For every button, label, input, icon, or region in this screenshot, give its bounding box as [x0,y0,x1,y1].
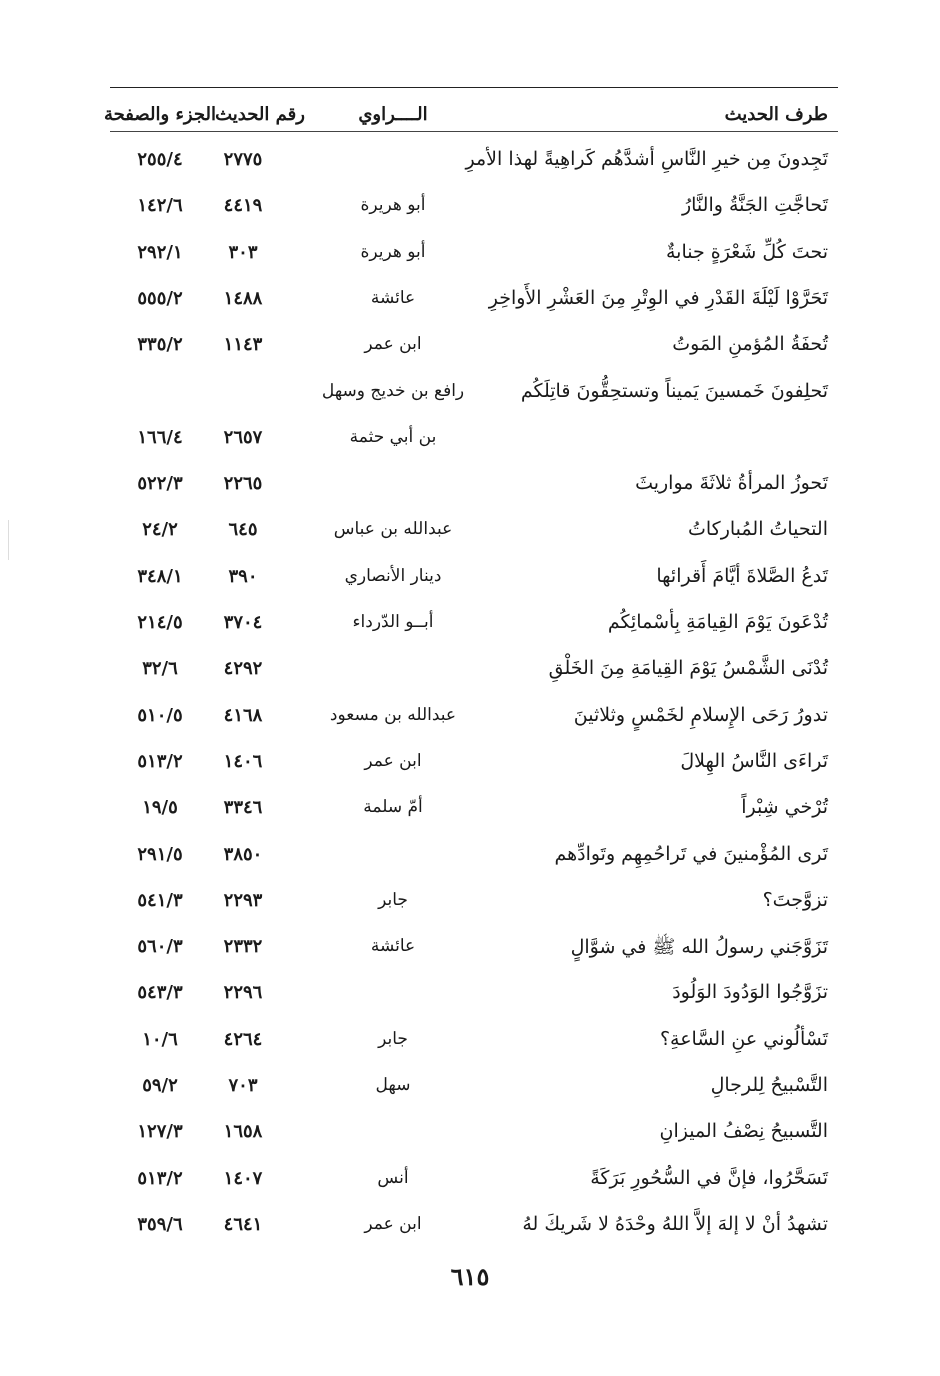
table-row [0,233,940,273]
table-row [0,186,940,226]
volume-page-cell: ٣٣٥/٢ [137,334,183,356]
volume-page-cell: ٥١٣/٢ [137,750,183,772]
volume-page-cell: ٣٥٩/٦ [137,1213,183,1235]
table-row [0,372,940,412]
hadith-text: تَحوزُ المرأةُ ثلاثَةَ مواريثَ [635,472,828,495]
hadith-number-cell: ١٤٠٦ [223,750,263,772]
hadith-number-cell: ١٤٨٨ [223,287,263,309]
hadith-number-cell: ٦٤٥ [228,519,258,541]
narrator-cell: أبــو الدّرداء [352,612,434,632]
hadith-number-cell: ٣٩٠ [228,565,258,587]
table-row [0,279,940,319]
narrator-cell: سهل [375,1075,411,1095]
narrator-cell: عبدالله بن مسعود [329,704,457,725]
volume-page-cell: ١٩/٥ [142,797,178,819]
volume-page-cell: ١٢٧/٣ [137,1121,183,1143]
hadith-number-cell: ٤٦٤١ [223,1213,263,1235]
hadith-number-cell: ١٦٥٨ [223,1121,263,1143]
narrator-cell: ابن عمر [364,750,422,771]
table-row [0,140,940,180]
narrator-cell: رافع بن خديج وسهل [321,380,465,401]
header-rawi: الــــراوي [358,104,428,125]
table-row [0,649,940,689]
hadith-text: تُحفَةُ المُؤمنِ المَوتُ [672,333,828,356]
table-row [0,742,940,782]
narrator-cell: عبدالله بن عباس [333,519,453,540]
table-row [0,1205,940,1245]
volume-page-cell: ٢٩١/٥ [137,843,183,865]
volume-page-cell: ٥٩/٢ [142,1075,178,1096]
table-row [0,418,940,458]
hadith-text: تزوَّجتَ؟ [762,888,828,911]
hadith-text: تَحلِفونَ خَمسينَ يَميناً وتستحِقُّونَ قاتِلَكُم [520,379,828,402]
hadith-text: تَسْألُوني عنِ السَّاعةِ؟ [659,1027,828,1050]
hadith-text: تَجِدونَ مِن خيرِ النَّاسِ أشدَّهُم كَراهِيةً لهذا الأمرِ [465,148,828,170]
hadith-number-cell: ٤٤١٩ [223,195,263,217]
header-page: الجزء والصفحة [104,104,216,125]
hadith-text: التَّسبيحُ نِصْفُ الميزانِ [659,1120,828,1143]
volume-page-cell: ٢٥٥/٤ [137,149,183,170]
table-row [0,1159,940,1199]
hadith-number-cell: ٣٨٥٠ [223,843,263,865]
table-row [0,325,940,365]
hadith-text: التحياتُ المُباركاتُ [688,518,828,541]
hadith-number-cell: ٤٢٩٢ [223,658,263,680]
hadith-text: تدورُ رَحَى الإِسلامِ لخَمْسٍ وثلاثينَ [573,703,828,726]
volume-page-cell: ٢١٤/٥ [137,612,183,633]
hadith-text: تُدْعَونَ يَوْمَ القِيامَةِ بِأسْمائِكُم [607,611,828,633]
table-row [0,464,940,504]
table-row [0,788,940,828]
hadith-number-cell: ٧٠٣ [228,1075,258,1096]
volume-page-cell: ٥١٣/٢ [137,1167,183,1189]
table-row [0,510,940,550]
volume-page-cell: ١٠/٦ [142,1028,178,1050]
table-row [0,696,940,736]
hadith-text: تَحاجَّتِ الجَنَّةُ والنَّارُ [681,194,828,217]
narrator-cell: ابن عمر [364,334,422,355]
table-row [0,1066,940,1106]
hadith-text: تُرْخي شِبْراً [741,796,828,819]
hadith-number-cell: ٢٦٥٧ [223,426,263,448]
volume-page-cell: ٢٤/٢ [142,519,178,541]
narrator-cell: أبو هريرة [360,195,426,216]
volume-page-cell: ٥٢٢/٣ [137,473,183,495]
volume-page-cell: ٥٤١/٣ [137,889,183,911]
narrator-cell: أنس [377,1167,409,1188]
header-hadith: طرف الحديث [724,104,828,125]
hadith-text: تَرى المُؤْمنينَ في تَراحُمِهِم وتَوادِّهم [554,842,828,865]
hadith-number-cell: ٣٠٣ [228,241,258,263]
hadith-number-cell: ٢٧٧٥ [223,149,263,170]
hadith-text: تَسَحَّرُوا، فإنَّ في السُّحُورِ بَرَكَةً [590,1166,828,1189]
narrator-cell: أمّ سلمة [363,797,423,818]
volume-page-cell: ٥٦٠/٣ [137,936,183,958]
narrator-cell: عائشة [370,287,416,308]
header-top-rule [110,87,838,88]
volume-page-cell: ٢٩٢/١ [137,241,183,263]
table-row [0,881,940,921]
hadith-number-cell: ٢٢٩٣ [223,889,263,911]
hadith-text: تَدعُ الصَّلاةَ أيَّامَ أَقرائها [656,564,828,587]
hadith-text: تَراءَى النَّاسُ الهِلالَ [680,749,828,772]
hadith-text: تزَوَّجُوا الوَدُودَ الوَلُودَ [672,981,828,1004]
narrator-cell: جابر [378,1028,408,1049]
hadith-text: تَزَوَّجَني رسولُ الله ﷺ في شوَّالٍ [570,936,828,959]
volume-page-cell: ٥٥٥/٢ [137,287,183,309]
table-row [0,1020,940,1060]
table-row [0,1112,940,1152]
volume-page-cell: ٥١٠/٥ [137,704,183,726]
hadith-number-cell: ١١٤٣ [223,334,263,356]
hadith-number-cell: ٣٣٤٦ [223,797,263,819]
narrator-cell: جابر [378,889,408,910]
hadith-text: تُدْنَى الشَّمْسُ يَوْمَ القِيامَةِ مِنَ الخَلْقِ [548,657,828,680]
narrator-cell: بن أبي حثمة [349,426,437,447]
hadith-text: التَّسْبيحُ لِلرجالِ [710,1074,828,1096]
narrator-cell: أبو هريرة [360,241,426,262]
hadith-text: تحتَ كُلِّ شَعْرَةٍ جنابةٌ [665,240,828,263]
narrator-cell: دينار الأنصاري [344,565,442,586]
page-number: ٦١٥ [450,1262,490,1291]
hadith-number-cell: ١٤٠٧ [223,1167,263,1189]
volume-page-cell: ٣٢/٦ [142,658,178,680]
header-number: رقم الحديث [215,104,305,125]
volume-page-cell: ١٦٦/٤ [137,426,183,448]
hadith-number-cell: ٢٢٦٥ [223,473,263,495]
hadith-text: تشهدُ أنْ لا إلهَ إلاَّ اللهُ وحْدَهُ لا شَريكَ لهُ [522,1212,828,1235]
hadith-number-cell: ٣٧٠٤ [223,612,263,633]
narrator-cell: عائشة [370,936,416,957]
table-row [0,835,940,875]
volume-page-cell: ٣٤٨/١ [137,565,183,587]
table-row [0,973,940,1013]
header-bottom-rule [110,131,838,132]
hadith-number-cell: ٢٢٩٦ [223,982,263,1004]
hadith-number-cell: ٢٣٣٢ [223,936,263,958]
volume-page-cell: ٥٤٣/٣ [137,982,183,1004]
table-row [0,557,940,597]
table-row [0,927,940,967]
volume-page-cell: ١٤٢/٦ [137,195,183,217]
narrator-cell: ابن عمر [364,1213,422,1234]
table-row [0,603,940,643]
hadith-text: تَحَرَّوْا لَيْلَةَ القَدْرِ في الوِتْرِ مِنَ العَشْرِ الأَواخِرِ [488,286,828,309]
hadith-number-cell: ٤١٦٨ [223,704,263,726]
hadith-number-cell: ٤٢٦٤ [223,1028,263,1050]
